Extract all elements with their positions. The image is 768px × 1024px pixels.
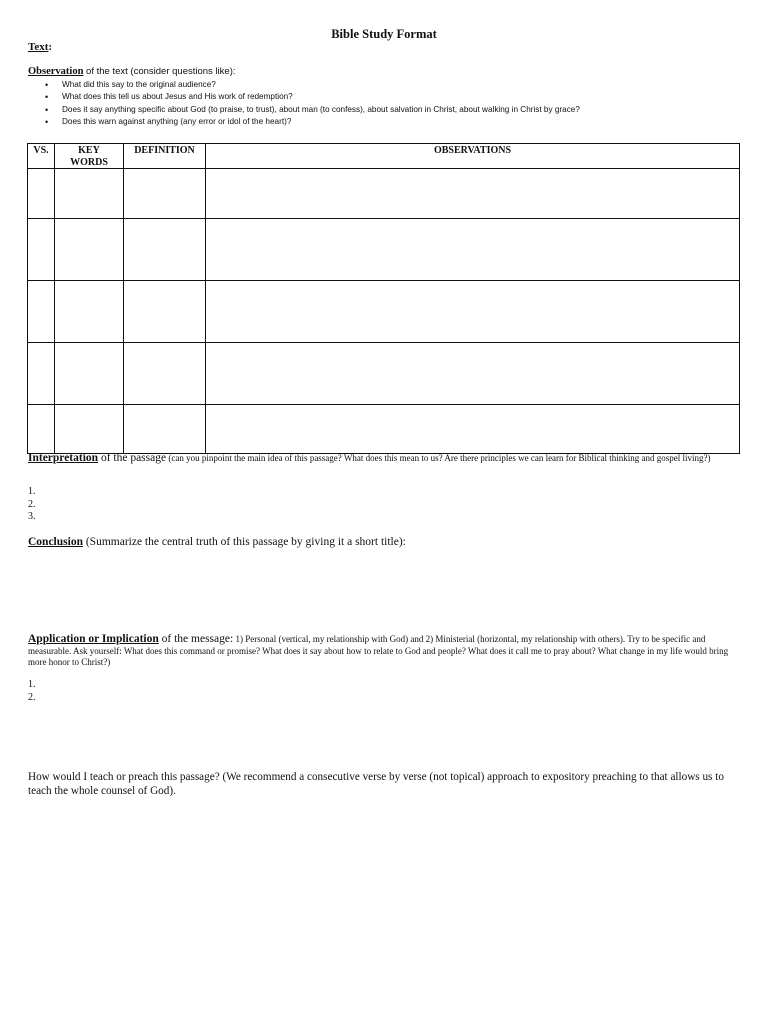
application-detail: 1) Personal (vertical, my relationship with God) and 2) Ministerial (horizontal, my relationship with others). Try to be specific and measurable. Ask yourself: What does this command or promise? What does it say about how to relate to God and people? What does it call me to pray about? What change in my life would bring more honor to Christ?) — [28, 634, 729, 667]
observation-questions — [28, 79, 762, 128]
cell-vs[interactable] — [28, 219, 55, 281]
application-section — [28, 634, 740, 669]
table-row — [28, 219, 740, 281]
interpretation-list — [28, 486, 36, 524]
cell-definition[interactable] — [124, 343, 206, 405]
application-label: Application or Implication — [28, 633, 159, 645]
header-observations: OBSERVATIONS — [206, 144, 740, 169]
interpretation-section — [28, 453, 740, 464]
cell-key-words[interactable] — [55, 281, 124, 343]
list-item: 2. — [28, 498, 36, 510]
list-item: 1. — [28, 486, 36, 497]
list-item: 1. — [28, 679, 36, 690]
header-key-words: KEY WORDS — [55, 144, 124, 169]
header-vs: VS. — [28, 144, 55, 169]
text-label-word: Text — [28, 41, 49, 53]
observation-table — [27, 143, 740, 454]
cell-definition[interactable] — [124, 219, 206, 281]
cell-observations[interactable] — [206, 343, 740, 405]
cell-definition[interactable] — [124, 169, 206, 219]
list-item: 2. — [28, 691, 36, 703]
cell-observations[interactable] — [206, 169, 740, 219]
table-row — [28, 169, 740, 219]
cell-definition[interactable] — [124, 405, 206, 454]
observation-label: Observation — [28, 66, 84, 77]
interpretation-label: Interpretation — [28, 452, 99, 464]
table-row — [28, 405, 740, 454]
cell-vs[interactable] — [28, 405, 55, 454]
table-row — [28, 343, 740, 405]
observation-question: • What does this tell us about Jesus and His work of redemption? — [62, 91, 762, 103]
conclusion-label: Conclusion — [28, 536, 83, 548]
application-list — [28, 679, 36, 704]
observation-question: • Does this warn against anything (any error or idol of the heart)? — [62, 116, 762, 128]
conclusion-text: (Summarize the central truth of this passage by giving it a short title): — [82, 536, 406, 548]
observation-question: • Does it say anything specific about God (to praise, to trust), about man (to confess), about salvation in Christ, about walking in Christ by grace? — [62, 104, 762, 116]
cell-key-words[interactable] — [55, 219, 124, 281]
application-lead: of the message: — [158, 633, 234, 645]
cell-key-words[interactable] — [55, 405, 124, 454]
observation-intro — [28, 66, 236, 77]
text-label — [28, 41, 52, 53]
cell-vs[interactable] — [28, 169, 55, 219]
cell-observations[interactable] — [206, 281, 740, 343]
interpretation-detail: (can you pinpoint the main idea of this passage? What does this mean to us? Are there principles we can learn for Biblical thinking and gospel living?) — [166, 453, 711, 463]
table-row — [28, 281, 740, 343]
cell-definition[interactable] — [124, 281, 206, 343]
cell-observations[interactable] — [206, 405, 740, 454]
text-label-colon: : — [48, 41, 53, 53]
interpretation-lead: of the passage — [98, 452, 167, 464]
cell-observations[interactable] — [206, 219, 740, 281]
cell-key-words[interactable] — [55, 343, 124, 405]
teach-question: How would I teach or preach this passage? (We recommend a consecutive verse by verse (not topical) approach to expository preaching to that allows us to teach the whole counsel of God). — [28, 771, 724, 797]
list-item: 3. — [28, 511, 36, 522]
header-definition: DEFINITION — [124, 144, 206, 169]
table-header-row — [28, 144, 740, 169]
cell-vs[interactable] — [28, 343, 55, 405]
page-title: Bible Study Format — [331, 27, 437, 41]
observation-question: • What did this say to the original audience? — [62, 79, 762, 91]
conclusion-section — [28, 536, 406, 548]
cell-key-words[interactable] — [55, 169, 124, 219]
cell-vs[interactable] — [28, 281, 55, 343]
observation-intro-text: of the text (consider questions like): — [83, 66, 236, 77]
